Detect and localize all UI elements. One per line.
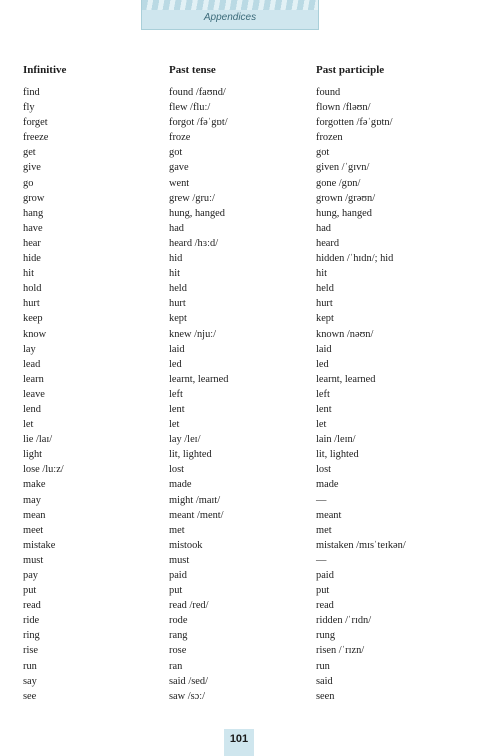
cell-past-participle: found <box>316 87 341 98</box>
table-row <box>23 402 463 417</box>
table-row <box>23 221 463 236</box>
cell-infinitive: lose /luːz/ <box>23 464 64 476</box>
cell-past-tense: knew /njuː/ <box>169 328 217 340</box>
table-row <box>23 538 463 553</box>
table-row <box>23 613 463 628</box>
cell-infinitive: put <box>23 585 37 597</box>
cell-past-tense: mistook <box>169 539 203 551</box>
table-row <box>23 236 463 251</box>
cell-past-participle: gone /gɒn/ <box>316 177 361 189</box>
cell-past-participle: lent <box>316 403 332 415</box>
cell-infinitive: make <box>23 479 46 491</box>
cell-infinitive: meet <box>23 524 44 536</box>
table-row <box>23 598 463 613</box>
section-banner <box>141 0 319 30</box>
cell-infinitive: know <box>23 328 47 340</box>
table-row <box>23 145 463 160</box>
cell-infinitive: see <box>23 690 37 702</box>
cell-infinitive: learn <box>23 373 44 385</box>
cell-infinitive: hold <box>23 283 42 295</box>
cell-infinitive: lead <box>23 358 41 370</box>
table-row <box>23 311 463 326</box>
cell-past-participle: hurt <box>316 298 333 310</box>
cell-past-tense: left <box>169 388 183 400</box>
cell-past-tense: lost <box>169 464 185 476</box>
cell-past-tense: said /sed/ <box>169 675 208 687</box>
cell-infinitive: hide <box>23 253 41 265</box>
cell-past-participle: ridden /ˈrɪdn/ <box>316 615 372 627</box>
cell-past-participle: heard <box>316 237 340 249</box>
cell-past-participle: — <box>316 494 327 506</box>
wave-decoration <box>142 0 318 10</box>
cell-infinitive: grow <box>23 192 45 204</box>
table-row <box>23 643 463 658</box>
cell-past-participle: met <box>316 524 332 536</box>
cell-past-tense: met <box>169 524 185 536</box>
cell-past-tense: hit <box>169 268 180 280</box>
cell-infinitive: mean <box>23 509 46 521</box>
cell-past-participle: lain /leɪn/ <box>316 434 356 446</box>
cell-infinitive: have <box>23 222 43 234</box>
cell-past-tense: paid <box>169 570 187 581</box>
cell-infinitive: leave <box>23 388 45 400</box>
cell-past-tense: gave <box>169 162 189 174</box>
cell-past-tense: heard /hɜːd/ <box>169 237 219 249</box>
cell-past-participle: laid <box>316 343 332 355</box>
cell-infinitive: hurt <box>23 298 40 310</box>
cell-past-tense: got <box>169 147 183 159</box>
cell-past-participle: got <box>316 147 330 159</box>
cell-past-participle: known /nəʊn/ <box>316 328 374 340</box>
table-row <box>23 327 463 342</box>
cell-past-tense: found /faʊnd/ <box>169 87 226 98</box>
cell-infinitive: lend <box>23 403 41 415</box>
table-row <box>23 100 463 115</box>
table-row <box>23 387 463 402</box>
table-row <box>23 689 463 704</box>
table-body <box>23 85 463 704</box>
table-row <box>23 659 463 674</box>
cell-past-participle: given /ˈgɪvn/ <box>316 162 370 174</box>
cell-past-tense: must <box>169 554 190 566</box>
table-row <box>23 176 463 191</box>
cell-past-tense: had <box>169 222 185 234</box>
cell-past-tense: lit, lighted <box>169 449 212 461</box>
cell-past-participle: run <box>316 660 330 672</box>
table-row <box>23 493 463 508</box>
cell-infinitive: ring <box>23 630 40 642</box>
cell-past-participle: seen <box>316 690 335 702</box>
cell-infinitive: let <box>23 419 34 431</box>
cell-infinitive: forget <box>23 117 48 129</box>
cell-infinitive: pay <box>23 570 39 581</box>
cell-past-participle: learnt, learned <box>316 373 376 385</box>
cell-past-participle: lit, lighted <box>316 449 359 461</box>
table-row <box>23 115 463 130</box>
cell-past-participle: left <box>316 388 330 400</box>
cell-past-tense: learnt, learned <box>169 373 229 385</box>
table-row <box>23 342 463 357</box>
cell-past-tense: went <box>169 177 190 189</box>
cell-infinitive: light <box>23 449 43 461</box>
cell-past-tense: rode <box>169 615 188 627</box>
cell-infinitive: may <box>23 494 41 506</box>
table-row <box>23 160 463 175</box>
cell-past-participle: put <box>316 585 330 597</box>
table-row <box>23 674 463 689</box>
column-header-infinitive: Infinitive <box>23 64 67 76</box>
cell-past-participle: frozen <box>316 132 343 144</box>
cell-past-tense: made <box>169 479 192 491</box>
table-row <box>23 583 463 598</box>
cell-past-participle: meant <box>316 509 342 521</box>
cell-past-tense: hung, hanged <box>169 207 225 219</box>
cell-past-tense: read /red/ <box>169 600 209 612</box>
cell-infinitive: must <box>23 554 44 566</box>
cell-past-tense: hurt <box>169 298 186 310</box>
cell-past-tense: rose <box>169 645 187 657</box>
table-row <box>23 447 463 462</box>
cell-past-participle: grown /grəʊn/ <box>316 192 376 204</box>
table-row <box>23 206 463 221</box>
table-row <box>23 130 463 145</box>
table-row <box>23 568 463 583</box>
cell-past-tense: might /maɪt/ <box>169 494 221 506</box>
cell-infinitive: freeze <box>23 132 49 144</box>
table-row <box>23 251 463 266</box>
table-row <box>23 417 463 432</box>
column-header-past-tense: Past tense <box>169 64 216 76</box>
table-row <box>23 357 463 372</box>
section-title: Appendices <box>203 12 257 23</box>
cell-past-participle: hit <box>316 268 327 280</box>
cell-past-participle: flown /fləʊn/ <box>316 102 371 114</box>
cell-past-tense: forgot /fəˈgɒt/ <box>169 117 228 129</box>
table-row <box>23 523 463 538</box>
cell-past-participle: lost <box>316 464 332 476</box>
cell-infinitive: say <box>23 675 37 687</box>
cell-infinitive: give <box>23 162 41 174</box>
cell-past-tense: kept <box>169 313 187 325</box>
cell-past-tense: let <box>169 419 180 431</box>
cell-infinitive: mistake <box>23 539 56 551</box>
cell-past-tense: meant /ment/ <box>169 509 224 521</box>
cell-past-tense: grew /gruː/ <box>169 192 215 204</box>
table-row <box>23 462 463 477</box>
cell-past-participle: forgotten /fəˈgɒtn/ <box>316 117 393 129</box>
cell-infinitive: go <box>23 177 34 189</box>
cell-infinitive: hang <box>23 207 44 219</box>
cell-infinitive: get <box>23 147 36 159</box>
cell-past-tense: held <box>169 283 187 295</box>
cell-past-participle: — <box>316 554 327 566</box>
cell-infinitive: hit <box>23 268 34 280</box>
cell-past-participle: let <box>316 419 327 431</box>
table-row <box>23 296 463 311</box>
cell-infinitive: keep <box>23 313 43 325</box>
cell-past-participle: held <box>316 283 334 295</box>
cell-past-participle: kept <box>316 313 334 325</box>
cell-infinitive: fly <box>23 102 35 114</box>
cell-infinitive: rise <box>23 645 39 657</box>
table-row <box>23 432 463 447</box>
cell-past-participle: made <box>316 479 339 491</box>
cell-past-participle: read <box>316 600 334 612</box>
table-row <box>23 553 463 568</box>
cell-infinitive: run <box>23 660 37 672</box>
table-row <box>23 628 463 643</box>
cell-infinitive: find <box>23 87 40 98</box>
table-header <box>23 62 463 82</box>
table-row <box>23 85 463 100</box>
cell-past-participle: hung, hanged <box>316 207 372 219</box>
cell-infinitive: hear <box>23 237 41 249</box>
cell-past-tense: flew /fluː/ <box>169 102 211 114</box>
cell-past-participle: hidden /ˈhɪdn/; hid <box>316 253 394 265</box>
cell-past-tense: put <box>169 585 183 597</box>
irregular-verbs-table <box>23 62 463 704</box>
cell-infinitive: lie /laɪ/ <box>23 434 53 446</box>
cell-past-participle: mistaken /mɪsˈteɪkən/ <box>316 539 406 551</box>
table-row <box>23 477 463 492</box>
cell-infinitive: read <box>23 600 41 612</box>
cell-past-participle: risen /ˈrɪzn/ <box>316 645 365 657</box>
table-row <box>23 191 463 206</box>
cell-past-tense: lent <box>169 403 185 415</box>
table-row <box>23 372 463 387</box>
cell-past-participle: led <box>316 358 329 370</box>
cell-past-tense: laid <box>169 343 185 355</box>
cell-past-tense: ran <box>169 660 183 672</box>
cell-infinitive: ride <box>23 615 40 627</box>
column-header-past-participle: Past participle <box>316 64 385 76</box>
table-row <box>23 281 463 296</box>
cell-past-tense: rang <box>169 630 188 642</box>
cell-past-tense: hid <box>169 253 183 265</box>
cell-past-participle: paid <box>316 570 334 581</box>
cell-past-tense: froze <box>169 132 191 144</box>
cell-past-tense: led <box>169 358 182 370</box>
page-number: 101 <box>224 729 254 756</box>
table-row <box>23 266 463 281</box>
cell-past-participle: said <box>316 675 333 687</box>
cell-past-tense: saw /sɔː/ <box>169 690 206 702</box>
cell-past-participle: rung <box>316 630 336 642</box>
cell-past-tense: lay /leɪ/ <box>169 434 201 446</box>
cell-past-participle: had <box>316 222 332 234</box>
table-row <box>23 508 463 523</box>
cell-infinitive: lay <box>23 343 36 355</box>
